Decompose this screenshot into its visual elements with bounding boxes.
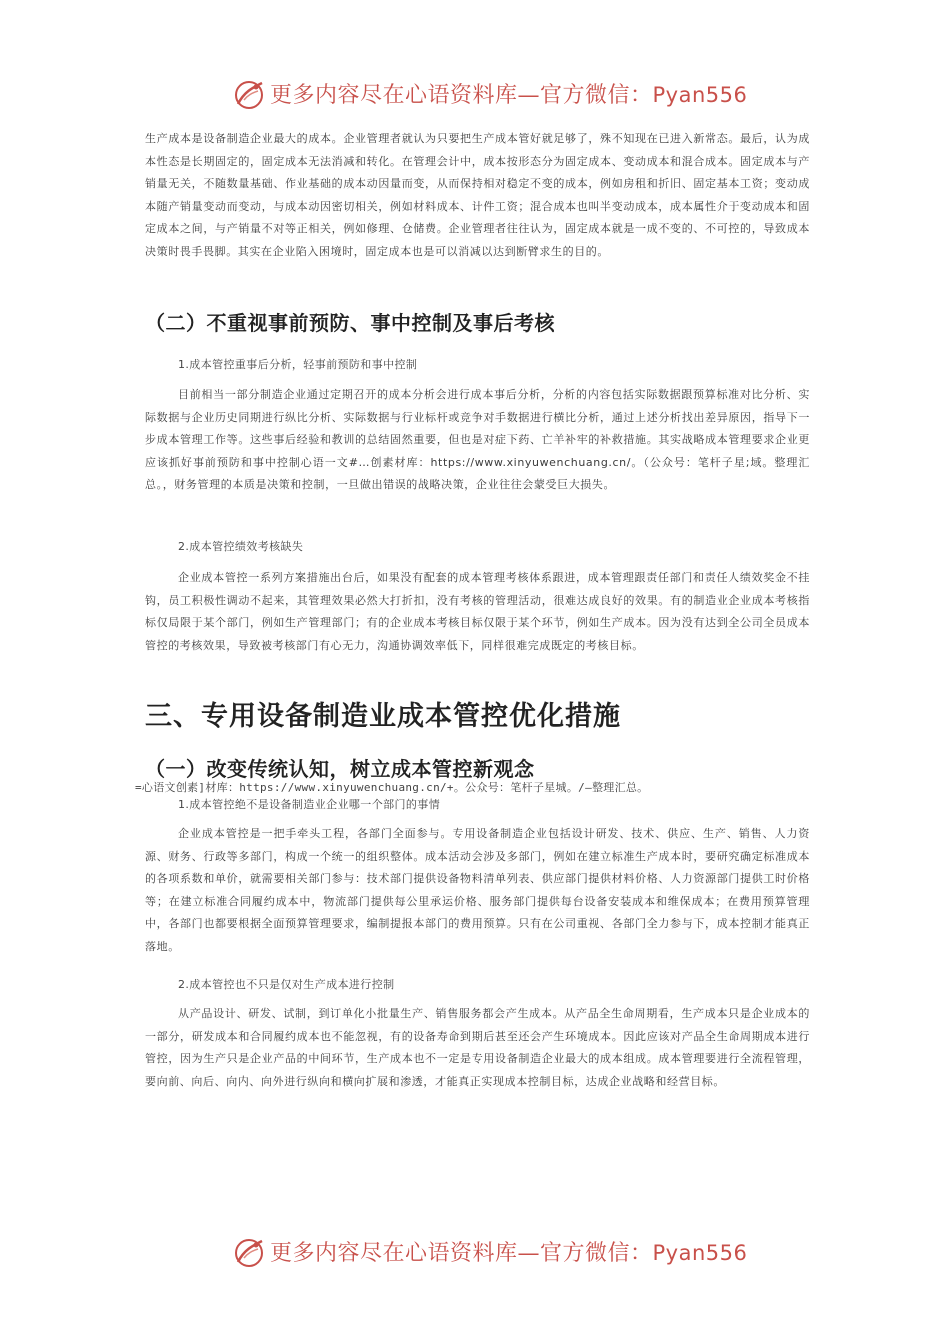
chapter-heading-3: 三、专用设备制造业成本管控优化措施 (145, 701, 621, 732)
logo-icon (232, 1236, 266, 1270)
source-note: =心语文创素]材库：https://www.xinyuwenchuang.cn/+。公众号：笔杆子星城。/—整理汇总。 (135, 781, 649, 794)
paragraph-all-departments: 企业成本管控是一把手牵头工程，各部门全面参与。专用设备制造企业包括设计研发、技术、供应、生产、销售、人力资源、财务、行政等多部门，构成一个统一的组织整体。成本活动会涉及多部门，例如在建立标准生产成本时，要研究确定标准成本的各项系数和单价，就需要相关部门参与：技术部门提供设备物料清单列表、供应部门提供材料价格、人力资源部门提供工时价格等；在建立标准合同履约成本中，物流部门提供每公里承运价格、服务部门提供每台设备安装成本和维保成本；在费用预算管理中，各部门也都要根据全面预算管理要求，编制提报本部门的费用预算。只有在公司重视、各部门全力参与下，成本控制才能真正落地。 (145, 827, 810, 953)
subheading-all-departments: 1.成本管控绝不是设备制造业企业哪一个部门的事情 (178, 798, 441, 811)
paragraph-after-analysis: 目前相当一部分制造企业通过定期召开的成本分析会进行成本事后分析，分析的内容包括实际数据跟预算标准对比分析、实际数据与企业历史同期进行纵比分析、实际数据与行业标杆或竞争对手数据进行横比分析，通过上述分析找出差异原因，指导下一步成本管理工作等。这些事后经验和教训的总结固然重要，但也是对症下药、亡羊补牢的补救措施。其实战略成本管理要求企业更应该抓好事前预防和事中控制心语一文#…创素材库：https://www.xinyuwenchuang.cn/。（公众号：笔杆子星;域。整理汇总。，财务管理的本质是决策和控制，一旦做出错误的战略决策，企业往往会蒙受巨大损失。 (145, 388, 810, 492)
logo-icon (232, 78, 266, 112)
banner-text: 更多内容尽在心语资料库—官方微信：Pyan556 (270, 83, 748, 108)
subheading-performance: 2.成本管控绩效考核缺失 (178, 540, 304, 553)
section-heading-3-1: （一）改变传统认知，树立成本管控新观念 (145, 757, 535, 781)
subheading-lifecycle: 2.成本管控也不只是仅对生产成本进行控制 (178, 978, 395, 991)
paragraph-lifecycle: 从产品设计、研发、试制，到订单化小批量生产、销售服务都会产生成本。从产品全生命周期看，生产成本只是企业成本的一部分，研发成本和合同履约成本也不能忽视，有的设备寿命到期后甚至还会产生环境成本。因此应该对产品全生命周期成本进行管控，因为生产只是企业产品的中间环节，生产成本也不一定是专用设备制造企业最大的成本组成。成本管理要进行全流程管理，要向前、向后、向内、向外进行纵向和横向扩展和渗透，才能真正实现成本控制目标，达成企业战略和经营目标。 (145, 1007, 810, 1088)
header-banner (0, 72, 950, 120)
subheading-after-analysis: 1.成本管控重事后分析，轻事前预防和事中控制 (178, 358, 418, 371)
banner-text: 更多内容尽在心语资料库—官方微信：Pyan556 (270, 1241, 748, 1266)
paragraph-fixed-cost: 生产成本是设备制造企业最大的成本。企业管理者就认为只要把生产成本管好就足够了，殊不知现在已进入新常态。最后，认为成本性态是长期固定的，固定成本无法消减和转化。在管理会计中，成本按形态分为固定成本、变动成本和混合成本。固定成本与产销量无关，不随数量基础、作业基础的成本动因量而变，从而保持相对稳定不变的成本，例如房租和折旧、固定基本工资；变动成本随产销量变动而变动，与成本动因密切相关，例如材料成本、计件工资；混合成本也叫半变动成本，成本属性介于变动成本和固定成本之间，与产销量不对等正相关，例如修理、仓储费。企业管理者往往认为，固定成本就是一成不变的、不可控的，导致成本决策时畏手畏脚。其实在企业陷入困境时，固定成本也是可以消减以达到断臂求生的目的。 (145, 132, 810, 258)
paragraph-performance: 企业成本管控一系列方案措施出台后，如果没有配套的成本管理考核体系跟进，成本管理跟责任部门和责任人绩效奖金不挂钩，员工积极性调动不起来，其管理效果必然大打折扣，没有考核的管理活动，很难达成良好的效果。有的制造业企业成本考核指标仅局限于某个部门，例如生产管理部门；有的企业成本考核目标仅限于某个环节，例如生产成本。因为没有达到全公司全员成本管控的考核效果，导致被考核部门有心无力，沟通协调效率低下，同样很难完成既定的考核目标。 (145, 571, 810, 652)
footer-banner (0, 1230, 950, 1278)
section-heading-2-2: （二）不重视事前预防、事中控制及事后考核 (145, 311, 555, 335)
